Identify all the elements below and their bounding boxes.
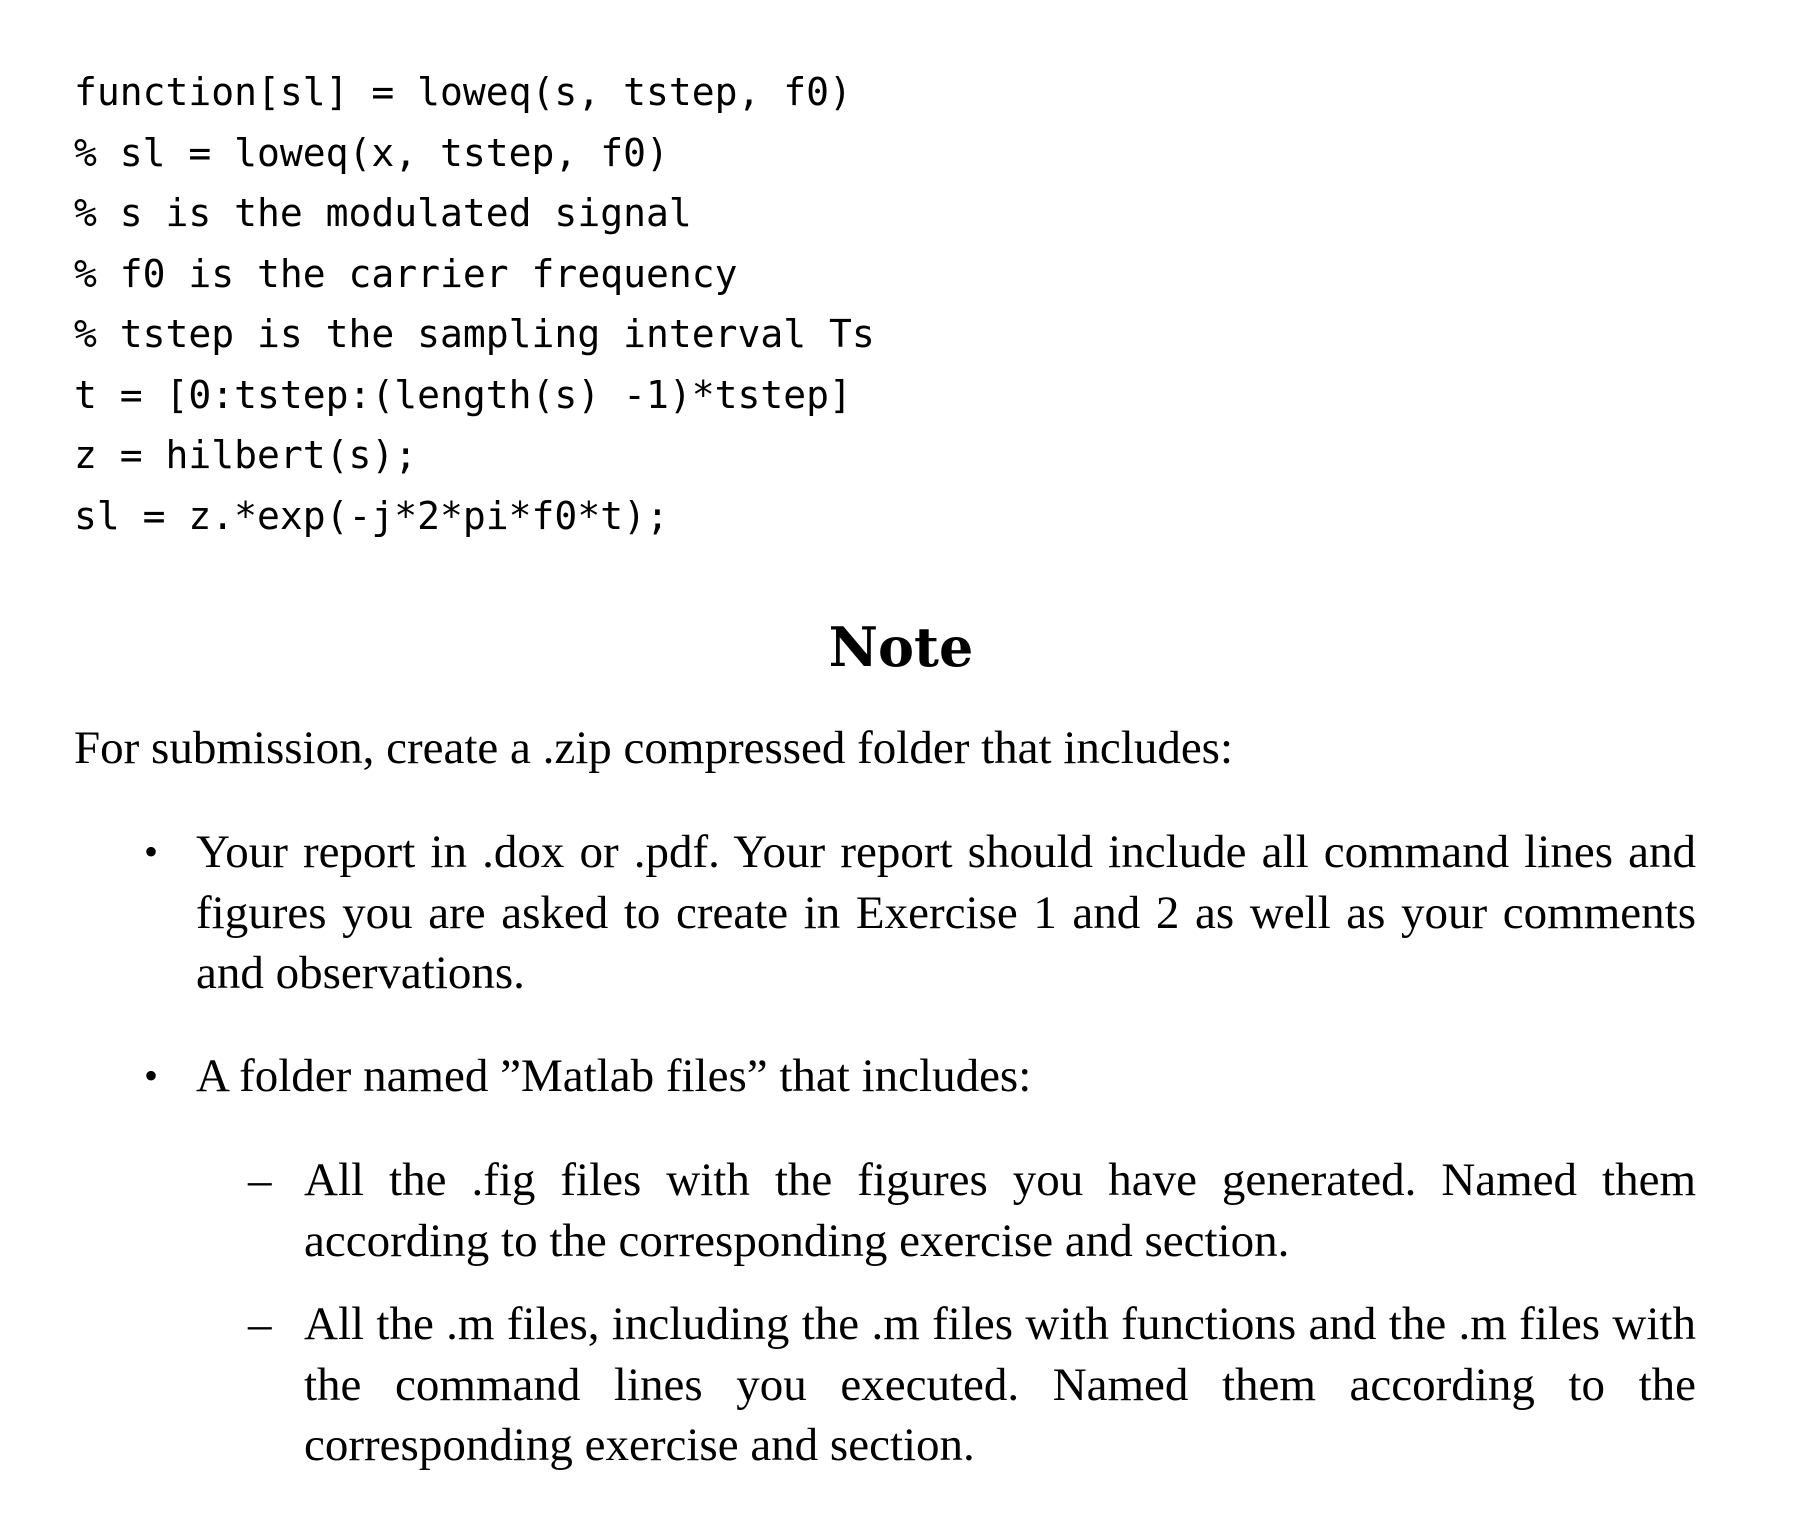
sub-list-item-text: All the .fig files with the figures you have generated. Named them according to the corresponding exercise and section. bbox=[304, 1154, 1696, 1267]
code-line: % f0 is the carrier frequency bbox=[74, 251, 738, 296]
code-block bbox=[74, 62, 875, 546]
dash-marker: – bbox=[248, 1154, 272, 1206]
code-line: % s is the modulated signal bbox=[74, 191, 692, 235]
code-line: t = [0:tstep:(length(s) -1)*tstep] bbox=[74, 372, 852, 417]
list-item bbox=[144, 822, 1696, 1004]
code-line: function[sl] = loweq(s, tstep, f0) bbox=[74, 70, 852, 114]
sub-list-item bbox=[248, 1150, 1696, 1271]
list-item-text: A folder named ”Matlab files” that includes: bbox=[196, 1050, 1032, 1102]
sub-list-item bbox=[248, 1294, 1696, 1476]
list-item bbox=[144, 1046, 1696, 1107]
code-line: % tstep is the sampling interval Ts bbox=[74, 312, 875, 356]
list-item-text: Your report in .dox or .pdf. Your report should include all command lines and figures you are asked to create in Exercise 1 and 2 as well as your comments and observations. bbox=[196, 826, 1696, 999]
sub-list-item-text: All the .m files, including the .m files with functions and the .m files with the command lines you executed. Named them according to the corresponding exercise and section. bbox=[304, 1298, 1696, 1471]
code-line: % sl = loweq(x, tstep, f0) bbox=[74, 130, 669, 175]
section-heading: Note bbox=[828, 615, 974, 679]
dash-marker: – bbox=[248, 1298, 272, 1350]
bullet-marker: • bbox=[144, 829, 159, 874]
bullet-marker: • bbox=[144, 1053, 159, 1098]
intro-paragraph: For submission, create a .zip compressed folder that includes: bbox=[74, 722, 1234, 774]
code-line: sl = z.*exp(-j*2*pi*f0*t); bbox=[74, 493, 669, 538]
code-line: z = hilbert(s); bbox=[74, 433, 418, 477]
